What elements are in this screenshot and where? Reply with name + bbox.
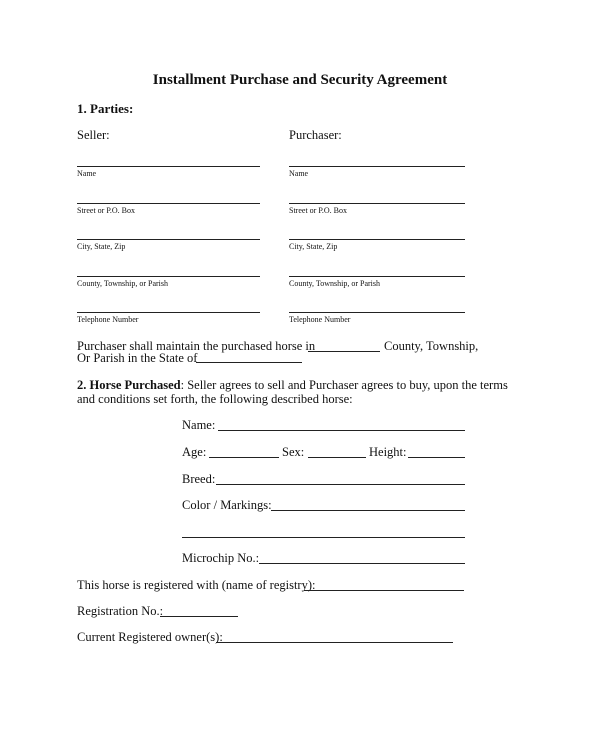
seller-name-caption: Name: [77, 169, 97, 178]
owner-line[interactable]: [216, 642, 453, 643]
horse-breed-line[interactable]: [216, 484, 465, 485]
seller-county-line[interactable]: [77, 276, 260, 277]
purchaser-label: Purchaser:: [289, 128, 342, 142]
purchaser-county-caption: County, Township, or Parish: [289, 279, 380, 288]
horse-age-label: Age:: [182, 445, 207, 459]
registry-label: This horse is registered with (name of registry):: [77, 578, 316, 592]
horse-height-line[interactable]: [408, 457, 465, 458]
purchaser-name-caption: Name: [289, 169, 309, 178]
seller-phone-line[interactable]: [77, 312, 260, 313]
maintain-state-line[interactable]: [196, 362, 302, 363]
purchaser-street-caption: Street or P.O. Box: [289, 206, 347, 215]
horse-breed-label: Breed:: [182, 472, 216, 486]
horse-microchip-line[interactable]: [259, 563, 465, 564]
document-title: Installment Purchase and Security Agreement: [152, 72, 448, 88]
maintain-text-2: County, Township,: [384, 339, 479, 353]
seller-city-caption: City, State, Zip: [77, 242, 126, 251]
horse-intro-line-2: and conditions set forth, the following described horse:: [77, 392, 353, 406]
horse-sex-label: Sex:: [282, 445, 305, 459]
purchaser-phone-caption: Telephone Number: [289, 315, 351, 324]
seller-county-caption: County, Township, or Parish: [77, 279, 168, 288]
maintain-text-3: Or Parish in the State of: [77, 351, 198, 365]
horse-name-line[interactable]: [218, 430, 465, 431]
purchaser-phone-line[interactable]: [289, 312, 465, 313]
parties-heading: 1. Parties:: [77, 101, 134, 116]
horse-age-line[interactable]: [209, 457, 279, 458]
horse-name-label: Name:: [182, 418, 216, 432]
horse-height-label: Height:: [369, 445, 407, 459]
horse-intro-rest: : Seller agrees to sell and Purchaser agrees to buy, upon the terms: [180, 378, 508, 392]
purchaser-city-caption: City, State, Zip: [289, 242, 338, 251]
horse-sex-line[interactable]: [308, 457, 366, 458]
registration-line[interactable]: [160, 616, 238, 617]
horse-microchip-label: Microchip No.:: [182, 551, 260, 565]
horse-color-line-2[interactable]: [182, 537, 465, 538]
seller-street-caption: Street or P.O. Box: [77, 206, 135, 215]
purchaser-name-line[interactable]: [289, 166, 465, 167]
horse-color-line[interactable]: [271, 510, 465, 511]
horse-intro-line-1: [77, 378, 508, 393]
seller-name-line[interactable]: [77, 166, 260, 167]
maintain-text-1: Purchaser shall maintain the purchased horse in: [77, 339, 316, 353]
horse-color-label: Color / Markings:: [182, 498, 272, 512]
seller-city-line[interactable]: [77, 239, 260, 240]
purchaser-county-line[interactable]: [289, 276, 465, 277]
purchaser-street-line[interactable]: [289, 203, 465, 204]
maintain-county-line[interactable]: [308, 351, 380, 352]
seller-label: Seller:: [77, 128, 110, 142]
seller-street-line[interactable]: [77, 203, 260, 204]
horse-heading: 2. Horse Purchased: [77, 378, 181, 392]
registration-label: Registration No.:: [77, 604, 164, 618]
registry-line[interactable]: [304, 590, 464, 591]
owner-label: Current Registered owner(s):: [77, 630, 223, 644]
seller-phone-caption: Telephone Number: [77, 315, 139, 324]
purchaser-city-line[interactable]: [289, 239, 465, 240]
